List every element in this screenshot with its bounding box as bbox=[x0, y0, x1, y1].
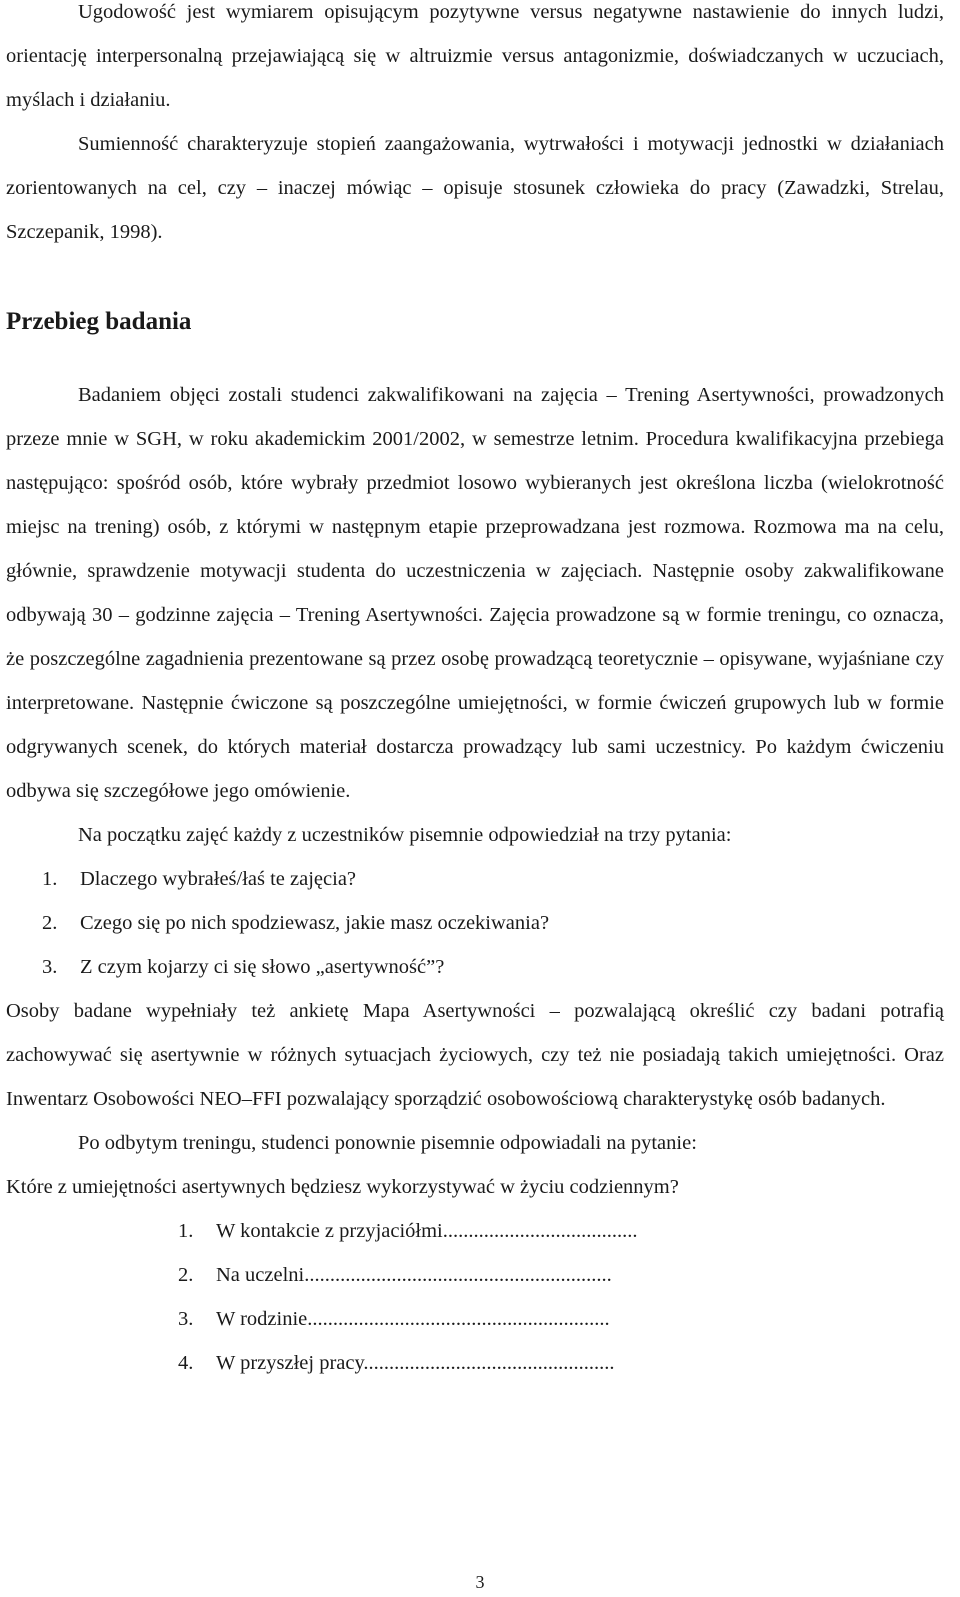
paragraph-questions-intro: Na początku zajęć każdy z uczestników pisemnie odpowiedział na trzy pytania: bbox=[78, 824, 732, 846]
paragraph-questionnaires: Osoby badane wypełniały też ankietę Mapa Asertywności – pozwalającą określić czy badani potrafią zachowywać się asertywnie w różnych sytuacjach życiowych, czy też nie posiadają takich umiejętności. Oraz Inwentarz Osobowości NEO–FFI pozwalający sporządzić osobowościową charakterystykę osób badanych. bbox=[6, 1000, 944, 1110]
list-item: 4. W przyszłej pracy................................................. bbox=[178, 1352, 615, 1374]
list-item: 1. W kontakcie z przyjaciółmi...................................... bbox=[178, 1220, 638, 1242]
list-item: 2. Na uczelni............................................................ bbox=[178, 1264, 612, 1286]
page-number: 3 bbox=[475, 1572, 485, 1592]
list-item: 2. Czego się po nich spodziewasz, jakie masz oczekiwania? bbox=[42, 912, 550, 934]
intro-section bbox=[6, 0, 944, 254]
list-item: 3. Z czym kojarzy ci się słowo „asertywność”? bbox=[42, 956, 445, 978]
paragraph-conscientiousness: Sumienność charakteryzuje stopień zaangażowania, wytrwałości i motywacji jednostki w działaniach zorientowanych na cel, czy – inaczej mówiąc – opisuje stosunek człowieka do pracy (Zawadzki, Strelau, Szczepanik, 1998). bbox=[6, 133, 944, 243]
answers-list bbox=[6, 1209, 944, 1385]
paragraph-agreeableness: Ugodowość jest wymiarem opisującym pozytywne versus negatywne nastawienie do innych ludzi, orientację interpersonalną przejawiającą się w altruizmie versus antagonizmie, doświadczanych w uczuciach, myślach i działaniu. bbox=[6, 1, 944, 111]
list-item: 3. W rodzinie........................................................... bbox=[178, 1308, 610, 1330]
questions-list bbox=[6, 857, 944, 989]
post-training-question: Które z umiejętności asertywnych będziesz wykorzystywać w życiu codziennym? bbox=[6, 1176, 679, 1198]
paragraph-post-training: Po odbytym treningu, studenci ponownie pisemnie odpowiadali na pytanie: bbox=[78, 1132, 697, 1154]
section-heading: Przebieg badania bbox=[6, 308, 192, 335]
paragraph-procedure: Badaniem objęci zostali studenci zakwalifikowani na zajęcia – Trening Asertywności, prowadzonych przeze mnie w SGH, w roku akademickim 2001/2002, w semestrze letnim. Procedura kwalifikacyjna przebiega następująco: spośród osób, które wybrały przedmiot losowo wybieranych jest określona liczba (wielokrotność miejsc na trening) osób, z którymi w następnym etapie przeprowadzana jest rozmowa. Rozmowa ma na celu, głównie, sprawdzenie motywacji studenta do uczestniczenia w zajęciach. Następnie osoby zakwalifikowane odbywają 30 – godzinne zajęcia – Trening Asertywności. Zajęcia prowadzone są w formie treningu, co oznacza, że poszczególne zagadnienia prezentowane są przez osobę prowadzącą teoretycznie – opisywane, wyjaśniane czy interpretowane. Następnie ćwiczone są poszczególne umiejętności, w formie ćwiczeń grupowych lub w formie odgrywanych scenek, do których materiał dostarcza prowadzący lub sami uczestnicy. Po każdym ćwiczeniu odbywa się szczegółowe jego omówienie. bbox=[6, 384, 944, 802]
list-item: 1. Dlaczego wybrałeś/łaś te zajęcia? bbox=[42, 868, 357, 890]
study-procedure-section bbox=[6, 373, 944, 1385]
